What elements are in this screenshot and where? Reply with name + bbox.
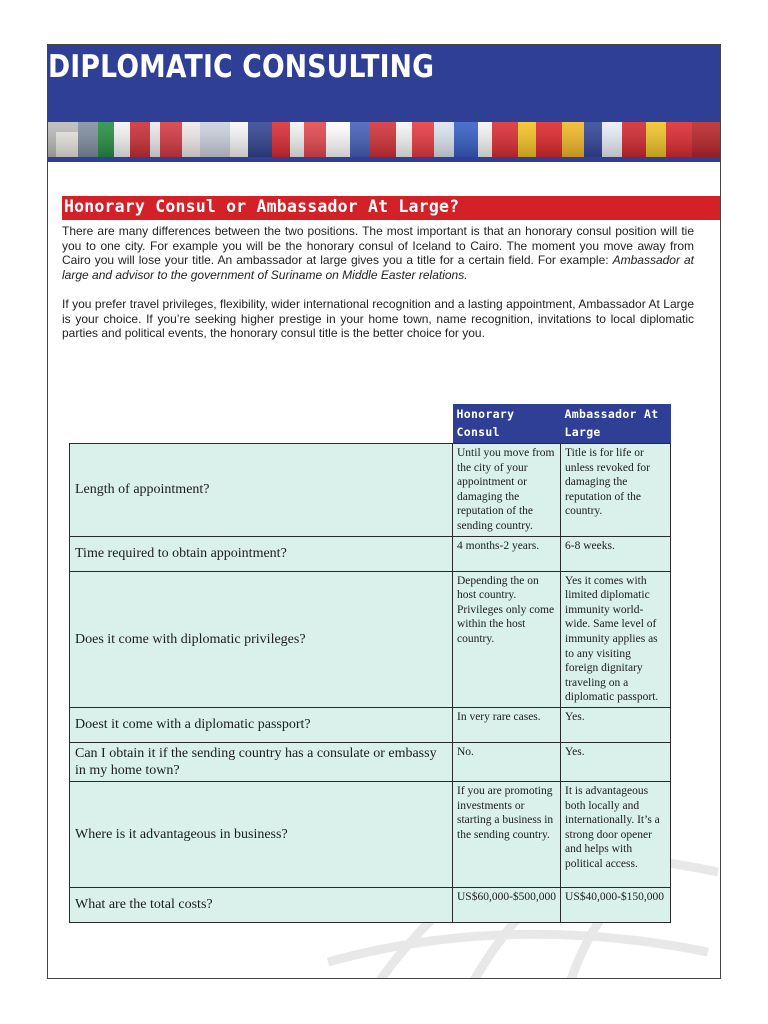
table-header-row [70,404,671,444]
table-row [70,887,671,922]
row-question: Doest it come with a diplomatic passport? [70,707,453,742]
comparison-table [69,404,671,923]
row-consul-answer: No. [453,742,561,781]
section-title: Honorary Consul or Ambassador At Large? [64,197,460,216]
row-question: Where is it advantageous in business? [70,781,453,887]
row-question: Length of appointment? [70,444,453,537]
brand-title: DIPLOMATIC CONSULTING [48,49,435,85]
table-row [70,571,671,707]
column-header-honorary-consul: Honorary Consul [453,404,561,444]
table-header-blank [70,404,453,444]
row-question: Does it come with diplomatic privileges? [70,571,453,707]
row-question: What are the total costs? [70,887,453,922]
section-heading-bar [62,196,721,220]
row-ambassador-answer: It is advantageous both locally and internationally. It’s a strong door opener and helps with political access. [561,781,671,887]
row-consul-answer: In very rare cases. [453,707,561,742]
column-header-ambassador-at-large: Ambassador At Large [561,404,671,444]
row-question: Time required to obtain appointment? [70,536,453,571]
row-consul-answer: US$60,000-$500,000 [453,887,561,922]
table-row [70,707,671,742]
header-band [48,45,720,162]
table-row [70,781,671,887]
intro-paragraph-1 [62,224,694,282]
row-ambassador-answer: 6-8 weeks. [561,536,671,571]
row-ambassador-answer: Yes. [561,742,671,781]
row-question: Can I obtain it if the sending country has a consulate or embassy in my home town? [70,742,453,781]
row-consul-answer: If you are promoting investments or starting a business in the sending country. [453,781,561,887]
row-ambassador-answer: Yes. [561,707,671,742]
row-ambassador-answer: US$40,000-$150,000 [561,887,671,922]
intro-paragraph-1-example: Ambassador at large and advisor to the government of Suriname on Middle Easter relations. [62,253,694,282]
flags-banner-image [48,122,720,162]
row-consul-answer: Until you move from the city of your appointment or damaging the reputation of the sending country. [453,444,561,537]
intro-text [62,224,694,355]
row-consul-answer: 4 months-2 years. [453,536,561,571]
row-ambassador-answer: Yes it comes with limited diplomatic immunity world-wide. Same level of immunity applies as to any visiting foreign dignitary traveling on a diplomatic passport. [561,571,671,707]
table-row [70,742,671,781]
row-ambassador-answer: Title is for life or unless revoked for damaging the reputation of the country. [561,444,671,537]
intro-paragraph-2: If you prefer travel privileges, flexibility, wider international recognition and a lasting appointment, Ambassador At Large is your choice. If you’re seeking higher prestige in your home town, name recognition, invitations to local diplomatic parties and political events, the honorary consul title is the better choice for you. [62,296,694,341]
table-row [70,536,671,571]
document-page [47,44,721,979]
row-consul-answer: Depending the on host country. Privileges only come within the host country. [453,571,561,707]
table-row [70,444,671,537]
intro-paragraph-1-text: There are many differences between the two positions. The most important is that an honorary consul position will tie you to one city. For example you will be the honorary consul of Iceland to Cairo. The moment you move away from Cairo you will lose your title. An ambassador at large gives you a title for a certain field. For example: [62,224,694,268]
